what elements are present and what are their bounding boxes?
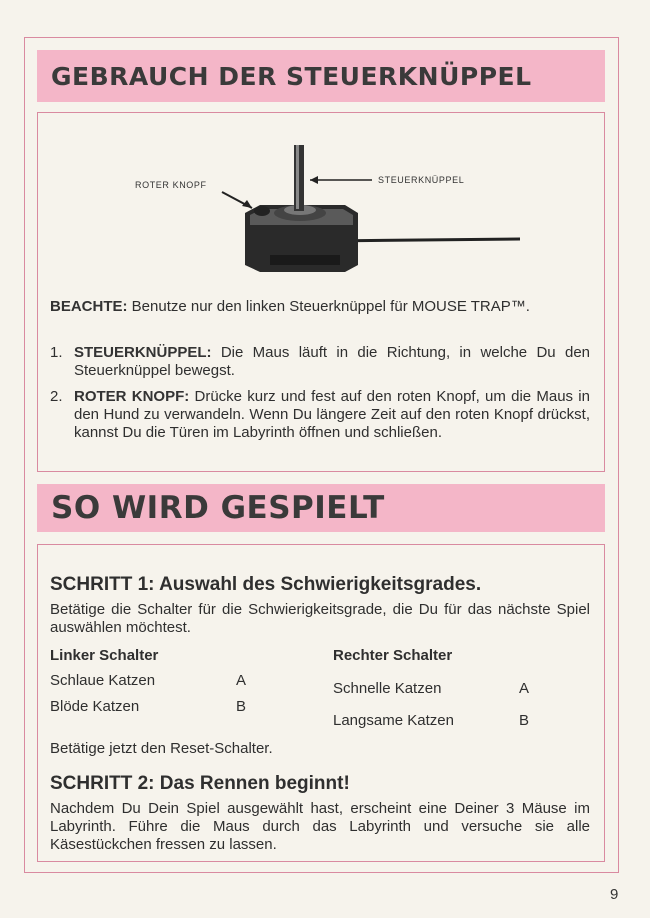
right-switch-row-b-label: Langsame Katzen: [333, 712, 454, 729]
step2-title: SCHRITT 2: Das Rennen beginnt!: [50, 773, 350, 794]
right-switch-row-b-value: B: [519, 712, 530, 729]
note-paragraph: [50, 298, 590, 316]
item-red-button-label: ROTER KNOPF:: [74, 388, 190, 405]
label-red-button: ROTER KNOPF: [135, 180, 207, 190]
item-joystick-text: Die Maus läuft in die Richtung, in welche Du den Steuerknüppel bewegst.: [74, 344, 590, 379]
item-red-button: [74, 388, 590, 442]
left-switch-row-a-label: Schlaue Katzen: [50, 672, 156, 689]
reset-text: Betätige jetzt den Reset-Schalter.: [50, 740, 273, 757]
item-red-button-text: Drücke kurz und fest auf den roten Knopf, um die Maus in den Hund zu verwandeln. Wenn Du längere Zeit auf den roten Knopf drückst, kannst Du die Türen im Labyrinth öffnen und schließen.: [74, 388, 590, 441]
section-heading-gameplay: SO WIRD GESPIELT: [37, 484, 605, 532]
note-text: Benutze nur den linken Steuerknüppel für MOUSE TRAP™.: [127, 298, 530, 315]
left-switch-header: Linker Schalter: [50, 647, 159, 664]
item-joystick-label: STEUERKNÜPPEL:: [74, 344, 212, 361]
step2-text: Nachdem Du Dein Spiel ausgewählt hast, erscheint eine Deiner 3 Mäuse im Labyrinth. Führe die Maus durch das Labyrinth und versuche sie alle Käsestückchen fressen zu lassen.: [50, 800, 590, 853]
item-joystick: [74, 344, 590, 380]
item-number-2: 2.: [50, 388, 63, 405]
item-number-1: 1.: [50, 344, 63, 361]
joystick-illustration: [100, 125, 520, 285]
joystick-icon: [100, 125, 520, 285]
step1-text: Betätige die Schalter für die Schwierigkeitsgrade, die Du für das nächste Spiel auswählen möchtest.: [50, 601, 590, 636]
left-switch-row-a-value: A: [236, 672, 247, 689]
label-joystick: STEUERKNÜPPEL: [378, 175, 465, 185]
section-heading-joysticks: GEBRAUCH DER STEUERKNÜPPEL: [37, 50, 605, 102]
page-number: 9: [610, 886, 619, 903]
step1-title: SCHRITT 1: Auswahl des Schwierigkeitsgrades.: [50, 574, 482, 595]
left-switch-row-b-label: Blöde Katzen: [50, 698, 140, 715]
left-switch-row-b-value: B: [236, 698, 247, 715]
right-switch-row-a-label: Schnelle Katzen: [333, 680, 442, 697]
right-switch-header: Rechter Schalter: [333, 647, 453, 664]
note-label: BEACHTE:: [50, 298, 128, 315]
right-switch-row-a-value: A: [519, 680, 530, 697]
